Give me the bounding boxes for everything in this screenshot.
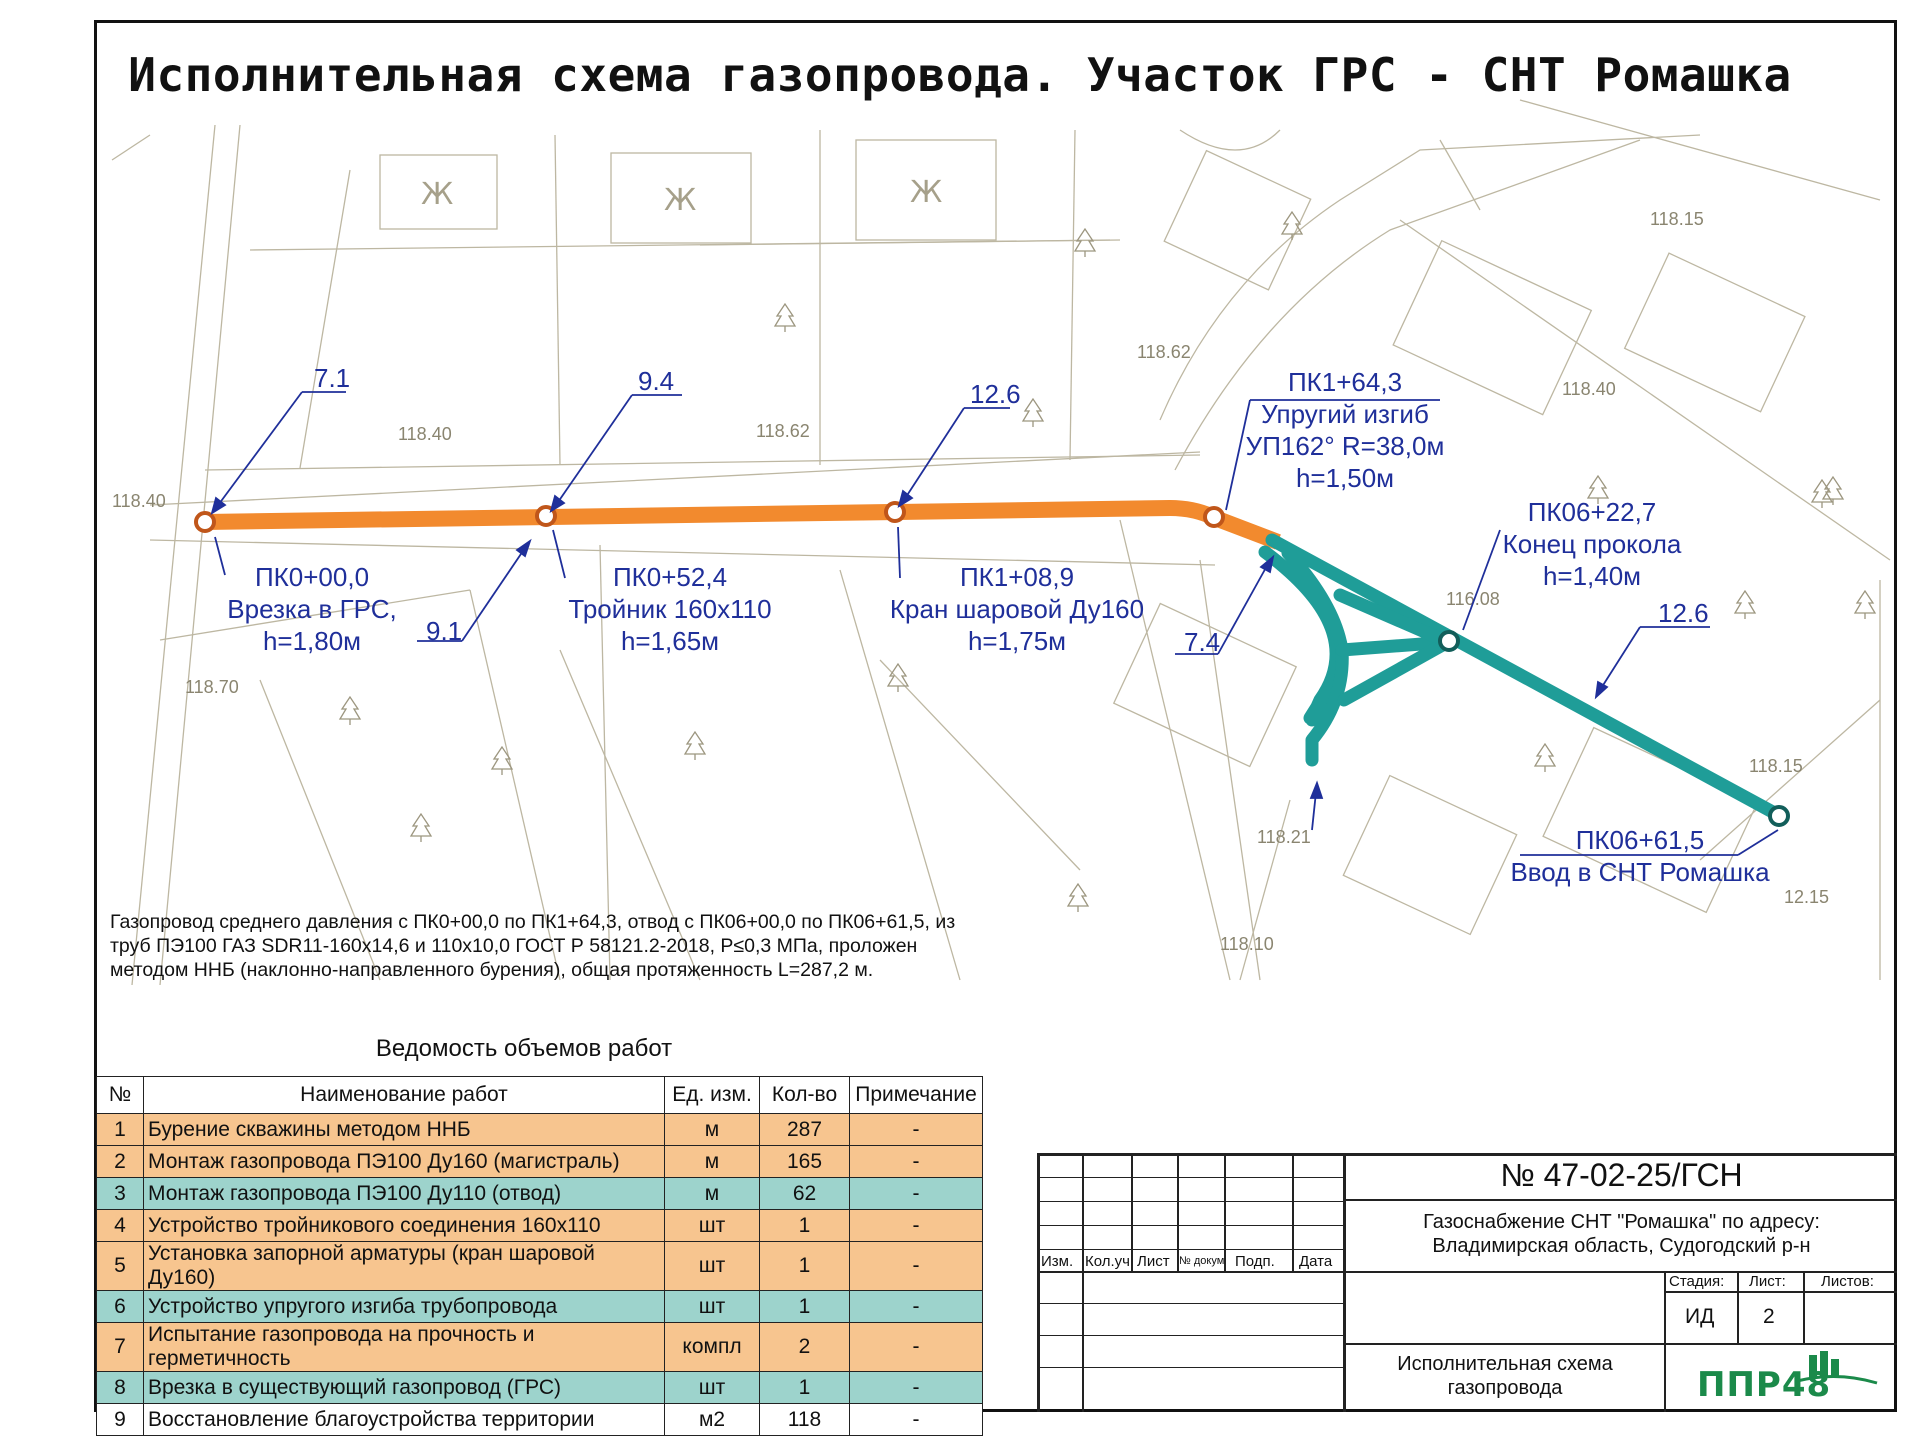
tree-icon (1075, 229, 1095, 257)
pipeline-note: Газопровод среднего давления с ПК0+00,0 по ПК1+64,3, отвод с ПК06+00,0 по ПК06+61,5, из труб ПЭ100 ГАЗ SDR11-160х14,6 и 110х10,0 ГОСТ Р 58121.2-2018, Р≤0,3 МПа, проложен методом ННБ (наклонно-направленного бурения), общая протяженность L=287,2 м. (110, 911, 956, 981)
table-row (97, 1323, 983, 1372)
stage-value: ИД (1685, 1305, 1715, 1328)
company-logo (1697, 1351, 1887, 1409)
tree-icon (1855, 591, 1875, 619)
elevation-mark: 118.15 (1749, 756, 1803, 776)
cell-unit: м (665, 1146, 760, 1178)
cell-qty: 2 (760, 1323, 850, 1372)
cell-note: - (850, 1210, 983, 1242)
cell-unit: шт (665, 1210, 760, 1242)
drawing-name-2: газопровода (1447, 1377, 1563, 1399)
tree-icon (685, 732, 705, 760)
tree-icon (1735, 591, 1755, 619)
elevation-mark: 118.62 (1137, 342, 1191, 362)
tree-icon (1023, 399, 1043, 427)
node-pk1-08 (886, 503, 904, 521)
elevation-mark: 118.40 (1562, 379, 1616, 399)
pk-depth: h=1,75м (967, 626, 1067, 656)
cell-unit: м (665, 1114, 760, 1146)
cell-name: Устройство тройникового соединения 160х110 (144, 1210, 665, 1242)
cell-note: - (850, 1291, 983, 1323)
stage-label: Стадия: (1669, 1273, 1725, 1290)
cell-num: 5 (97, 1242, 144, 1291)
stamp-col-izm: Изм. (1041, 1253, 1074, 1270)
node-pk0-00 (196, 513, 214, 531)
header-qty: Кол-во (760, 1077, 850, 1114)
works-table-header (97, 1077, 983, 1114)
stamp-col-kolu: Кол.уч (1085, 1253, 1130, 1270)
stamp-col-data: Дата (1299, 1253, 1333, 1270)
elevation-mark: 118.15 (1650, 209, 1704, 229)
stamp-col-ndok: № докум (1179, 1255, 1225, 1267)
cell-qty: 287 (760, 1114, 850, 1146)
cell-note: - (850, 1404, 983, 1436)
elevation-mark: 118.40 (398, 424, 452, 444)
elevation-mark: 118.62 (756, 421, 810, 441)
cell-qty: 118 (760, 1404, 850, 1436)
elevation-mark: 118.21 (1257, 827, 1311, 847)
cell-note: - (850, 1242, 983, 1291)
cell-num: 6 (97, 1291, 144, 1323)
elevation-mark: 116.08 (1446, 589, 1500, 609)
cell-num: 3 (97, 1178, 144, 1210)
table-row (97, 1404, 983, 1436)
cell-note: - (850, 1146, 983, 1178)
sheet-label: Лист: (1749, 1273, 1786, 1290)
building-letters (421, 175, 942, 218)
cell-name: Монтаж газопровода ПЭ100 Ду110 (отвод) (144, 1178, 665, 1210)
elevation-mark: 118.70 (185, 677, 239, 697)
pk-label: ПК1+08,9 (959, 562, 1075, 592)
tree-icon (1823, 477, 1843, 505)
sheet-value: 2 (1763, 1305, 1775, 1328)
elevation-mark: 12.15 (1784, 887, 1830, 907)
tree-icon (340, 697, 360, 725)
cell-qty: 1 (760, 1242, 850, 1291)
dimension-value: 12.6 (1658, 598, 1709, 628)
dimension-value: 9.4 (638, 366, 675, 396)
table-row (97, 1372, 983, 1404)
pk-desc: Упругий изгиб (1261, 399, 1429, 429)
pk-desc: Тройник 160х110 (568, 594, 772, 624)
stamp-col-podp: Подп. (1235, 1253, 1275, 1270)
header-num: № (97, 1077, 144, 1114)
cell-note: - (850, 1323, 983, 1372)
page-title: Исполнительная схема газопровода. Участок ГРС - СНТ Ромашка (128, 48, 1792, 102)
pk-depth: h=1,40м (1542, 561, 1642, 591)
tree-icon (1282, 212, 1302, 240)
pk-desc: Конец прокола (1502, 529, 1682, 559)
cell-num: 7 (97, 1323, 144, 1372)
project-line-1: Газоснабжение СНТ "Ромашка" по адресу: (1423, 1211, 1820, 1233)
cell-num: 8 (97, 1372, 144, 1404)
building-letter: Ж (910, 175, 943, 210)
pk-desc: УП162° R=38,0м (1245, 431, 1445, 461)
cell-num: 4 (97, 1210, 144, 1242)
pk-label: ПК06+61,5 (1575, 825, 1705, 855)
cell-qty: 1 (760, 1372, 850, 1404)
cell-name: Бурение скважины методом ННБ (144, 1114, 665, 1146)
building-letter: Ж (664, 183, 697, 218)
cell-num: 9 (97, 1404, 144, 1436)
dimension-value: 9.1 (426, 616, 463, 646)
node-pk06-22 (1440, 632, 1458, 650)
table-row (97, 1242, 983, 1291)
drawing-name-1: Исполнительная схема (1397, 1353, 1613, 1375)
cell-qty: 62 (760, 1178, 850, 1210)
pk-desc: Кран шаровой Ду160 (889, 594, 1145, 624)
title-block (1037, 1153, 1897, 1412)
pk-desc: Ввод в СНТ Ромашка (1510, 857, 1770, 887)
cell-num: 2 (97, 1146, 144, 1178)
cell-unit: компл (665, 1323, 760, 1372)
building-letter: Ж (421, 177, 454, 212)
cell-note: - (850, 1372, 983, 1404)
node-pk06-61 (1770, 807, 1788, 825)
dimension-value: 7.4 (1184, 627, 1221, 657)
dimension-value: 12.6 (970, 379, 1021, 409)
cell-qty: 1 (760, 1291, 850, 1323)
pk-label: ПК0+00,0 (254, 562, 370, 592)
tree-icon (1535, 744, 1555, 772)
cell-name: Испытание газопровода на прочность и герметичность (144, 1323, 665, 1372)
cell-name: Врезка в существующий газопровод (ГРС) (144, 1372, 665, 1404)
cell-name: Восстановление благоустройства территории (144, 1404, 665, 1436)
logo-text: ППР48 (1697, 1365, 1832, 1405)
stamp-col-list: Лист (1137, 1253, 1170, 1270)
cell-note: - (850, 1178, 983, 1210)
table-row (97, 1291, 983, 1323)
pk-label: ПК06+22,7 (1527, 497, 1657, 527)
cell-qty: 165 (760, 1146, 850, 1178)
cell-unit: м2 (665, 1404, 760, 1436)
table-row (97, 1178, 983, 1210)
works-table (96, 1076, 983, 1436)
elevation-mark: 118.40 (112, 491, 166, 511)
cell-unit: шт (665, 1242, 760, 1291)
pk-depth: h=1,80м (262, 626, 362, 656)
table-row (97, 1146, 983, 1178)
elevation-mark: 118.10 (1220, 934, 1274, 954)
doc-number: № 47-02-25/ГСН (1500, 1157, 1743, 1193)
dimension-value: 7.1 (314, 363, 351, 393)
cell-unit: шт (665, 1291, 760, 1323)
table-row (97, 1114, 983, 1146)
main-pipeline (205, 508, 1278, 542)
cell-qty: 1 (760, 1210, 850, 1242)
pk-label: ПК0+52,4 (612, 562, 728, 592)
cell-unit: шт (665, 1372, 760, 1404)
pk-depth: h=1,65м (620, 626, 720, 656)
tree-icon (1812, 480, 1832, 508)
cell-name: Монтаж газопровода ПЭ100 Ду160 (магистраль) (144, 1146, 665, 1178)
branch-pipeline (1265, 540, 1780, 816)
header-note: Примечание (850, 1077, 983, 1114)
pk-desc: Врезка в ГРС, (227, 594, 397, 624)
cell-num: 1 (97, 1114, 144, 1146)
tree-icon (411, 814, 431, 842)
tree-icon (775, 304, 795, 332)
pk-label: ПК1+64,3 (1287, 367, 1403, 397)
cell-unit: м (665, 1178, 760, 1210)
works-table-title: Ведомость объемов работ (375, 1035, 673, 1062)
cell-name: Устройство упругого изгиба трубопровода (144, 1291, 665, 1323)
cell-name: Установка запорной арматуры (кран шаровой Ду160) (144, 1242, 665, 1291)
table-row (97, 1210, 983, 1242)
pk-depth: h=1,50м (1295, 463, 1395, 493)
project-line-2: Владимирская область, Судогодский р-н (1432, 1235, 1811, 1257)
header-unit: Ед. изм. (665, 1077, 760, 1114)
tree-icon (1068, 884, 1088, 912)
sheets-label: Листов: (1821, 1273, 1874, 1290)
header-name: Наименование работ (144, 1077, 665, 1114)
cell-note: - (850, 1114, 983, 1146)
node-pk1-64 (1205, 508, 1223, 526)
